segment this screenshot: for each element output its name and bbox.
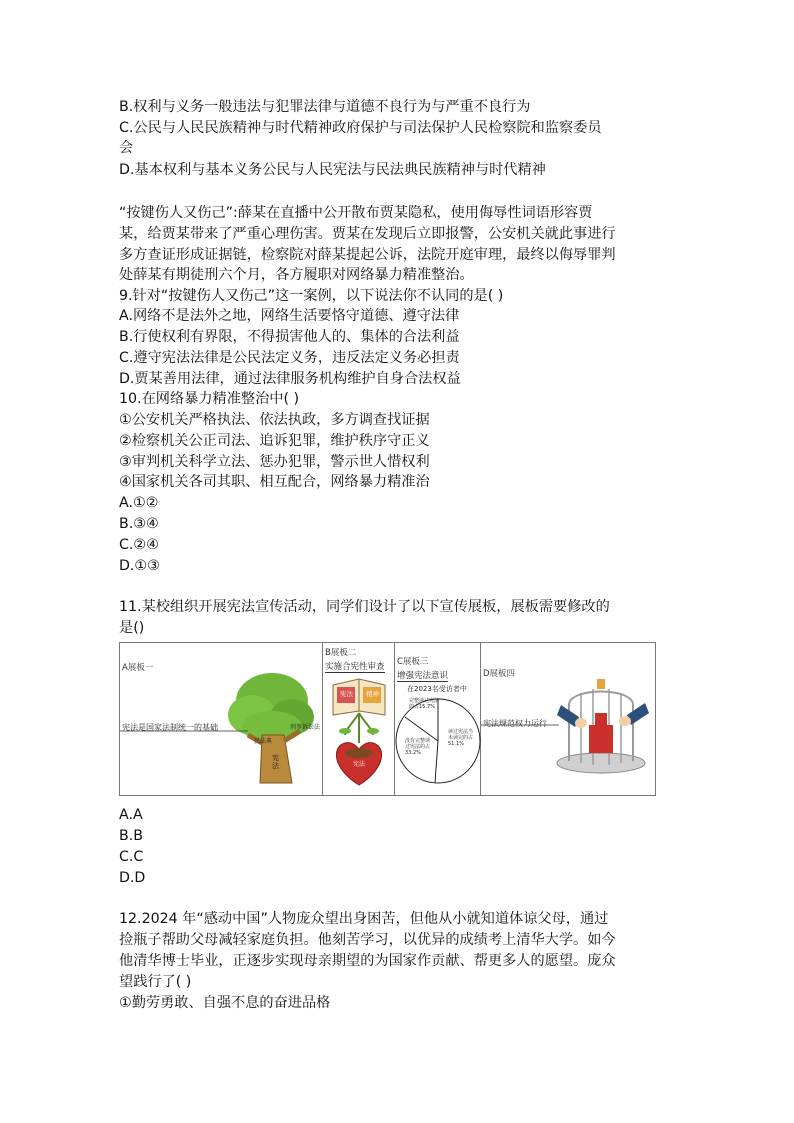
tree-illustration <box>120 643 323 793</box>
q11-option-b: B.B <box>119 828 143 844</box>
q12-statement-1: ①勤劳勇敢、自强不息的奋进品格 <box>119 995 331 1011</box>
q10-option-a: A.①② <box>119 495 159 511</box>
board-three-note: 在2023名受访者中 <box>407 685 467 693</box>
pie-slice-read-complete: 完整读过宪法的占15.7% <box>409 698 440 710</box>
q11-option-c: C.C <box>119 849 144 865</box>
option-d-line: D.基本权利与基本义务公民与人民宪法与民法典民族精神与时代精神 <box>119 162 546 178</box>
board-four <box>481 643 653 795</box>
board-two <box>323 643 395 795</box>
case-line-3: 多方查证形成证据链，检察院对薛某提起公诉，法院开庭审理，最终以侮辱罪判 <box>119 247 616 263</box>
q9-option-b: B.行使权利有界限，不得损害他人的、集体的合法利益 <box>119 329 460 345</box>
case-line-1: “按键伤人又伤己”:薛某在直播中公开散布贾某隐私，使用侮辱性词语形容贾 <box>119 205 593 221</box>
option-c-line-cont: 会 <box>119 140 134 156</box>
board-four-title: D展板四 <box>483 669 516 679</box>
q10-option-d: D.①③ <box>119 558 160 574</box>
option-c-line: C.公民与人民民族精神与时代精神政府保护与司法保护人民检察院和监察委员 <box>119 120 602 136</box>
q9-stem: 9.针对“按键伤人又伤己”这一案例，以下说法你不认同的是( ) <box>119 288 504 304</box>
board-four-text: 宪法规范权力运行 <box>483 719 547 728</box>
board-two-title: B展板二 <box>325 648 357 658</box>
exhibition-boards-figure <box>119 642 656 796</box>
q12-line-3: 他清华博士毕业，正逐步实现母亲期望的为国家作贡献、帮更多人的愿望。庞众 <box>119 953 616 969</box>
q10-stem: 10.在网络暴力精准整治中( ) <box>119 391 300 407</box>
board-two-subtitle: 实施合宪性审查 <box>325 662 385 672</box>
board-three-subtitle: 增强宪法意识 <box>397 671 449 681</box>
board-two-book-right: 精神 <box>366 690 379 698</box>
q10-statement-4: ④国家机关各司其职、相互配合，网络暴力精准治 <box>119 474 430 490</box>
pie-slice-read-partial: 读过宪法当未读完的占51.1% <box>448 729 474 747</box>
q11-stem-line-1: 11.某校组织开展宪法宣传活动，同学们设计了以下宣传展板，展板需要修改的 <box>119 599 610 615</box>
board-one-trunk-label: 宪法 <box>272 754 279 770</box>
pie-slice-not-read: 没有完整读过宪法的占33.2% <box>405 738 431 756</box>
book-heart-illustration <box>323 643 395 793</box>
board-one-text: 宪法是国家法制统一的基础 <box>122 723 218 732</box>
q10-statement-3: ③审判机关科学立法、惩办犯罪，警示世人惜权利 <box>119 454 430 470</box>
board-one-left-label: 民法典 <box>254 738 273 745</box>
board-two-soil-label: 宪法 <box>353 761 366 768</box>
q12-line-1: 12.2024 年“感动中国”人物庞众望出身困苦，但他从小就知道体谅父母，通过 <box>119 911 609 927</box>
q9-option-c: C.遵守宪法法律是公民法定义务，违反法定义务必担责 <box>119 350 460 366</box>
q10-option-b: B.③④ <box>119 516 159 532</box>
q9-option-a: A.网络不是法外之地，网络生活要恪守道德、遵守法律 <box>119 308 460 324</box>
q10-option-c: C.②④ <box>119 537 159 553</box>
board-three <box>395 643 481 795</box>
q12-line-4: 望践行了( ) <box>119 974 192 990</box>
board-three-title: C展板三 <box>397 657 429 667</box>
case-line-4: 处薛某有期徒刑六个月，各方履职对网络暴力精准整治。 <box>119 267 474 283</box>
q11-option-d: D.D <box>119 870 146 886</box>
q10-statement-1: ①公安机关严格执法、依法执政，多方调查找证据 <box>119 412 430 428</box>
board-two-book-left: 宪法 <box>340 690 353 698</box>
q10-statement-2: ②检察机关公正司法、追诉犯罪，维护秩序守正义 <box>119 433 430 449</box>
board-one-title: A展板一 <box>122 663 154 673</box>
pie-chart-illustration <box>395 643 481 793</box>
q11-stem-line-2: 是() <box>119 620 145 636</box>
board-one-right-label: 刑事诉讼法 <box>290 724 321 731</box>
option-b-line: B.权利与义务一般违法与犯罪法律与道德不良行为与严重不良行为 <box>119 99 531 115</box>
case-line-2: 某，给贾某带来了严重心理伤害。贾某在发现后立即报警，公安机关就此事进行 <box>119 226 616 242</box>
q12-line-2: 捡瓶子帮助父母减轻家庭负担。他刻苦学习，以优异的成绩考上清华大学。如今 <box>119 932 616 948</box>
q9-option-d: D.贾某善用法律，通过法律服务机构维护自身合法权益 <box>119 371 461 387</box>
q11-option-a: A.A <box>119 807 143 823</box>
board-one <box>120 643 323 795</box>
